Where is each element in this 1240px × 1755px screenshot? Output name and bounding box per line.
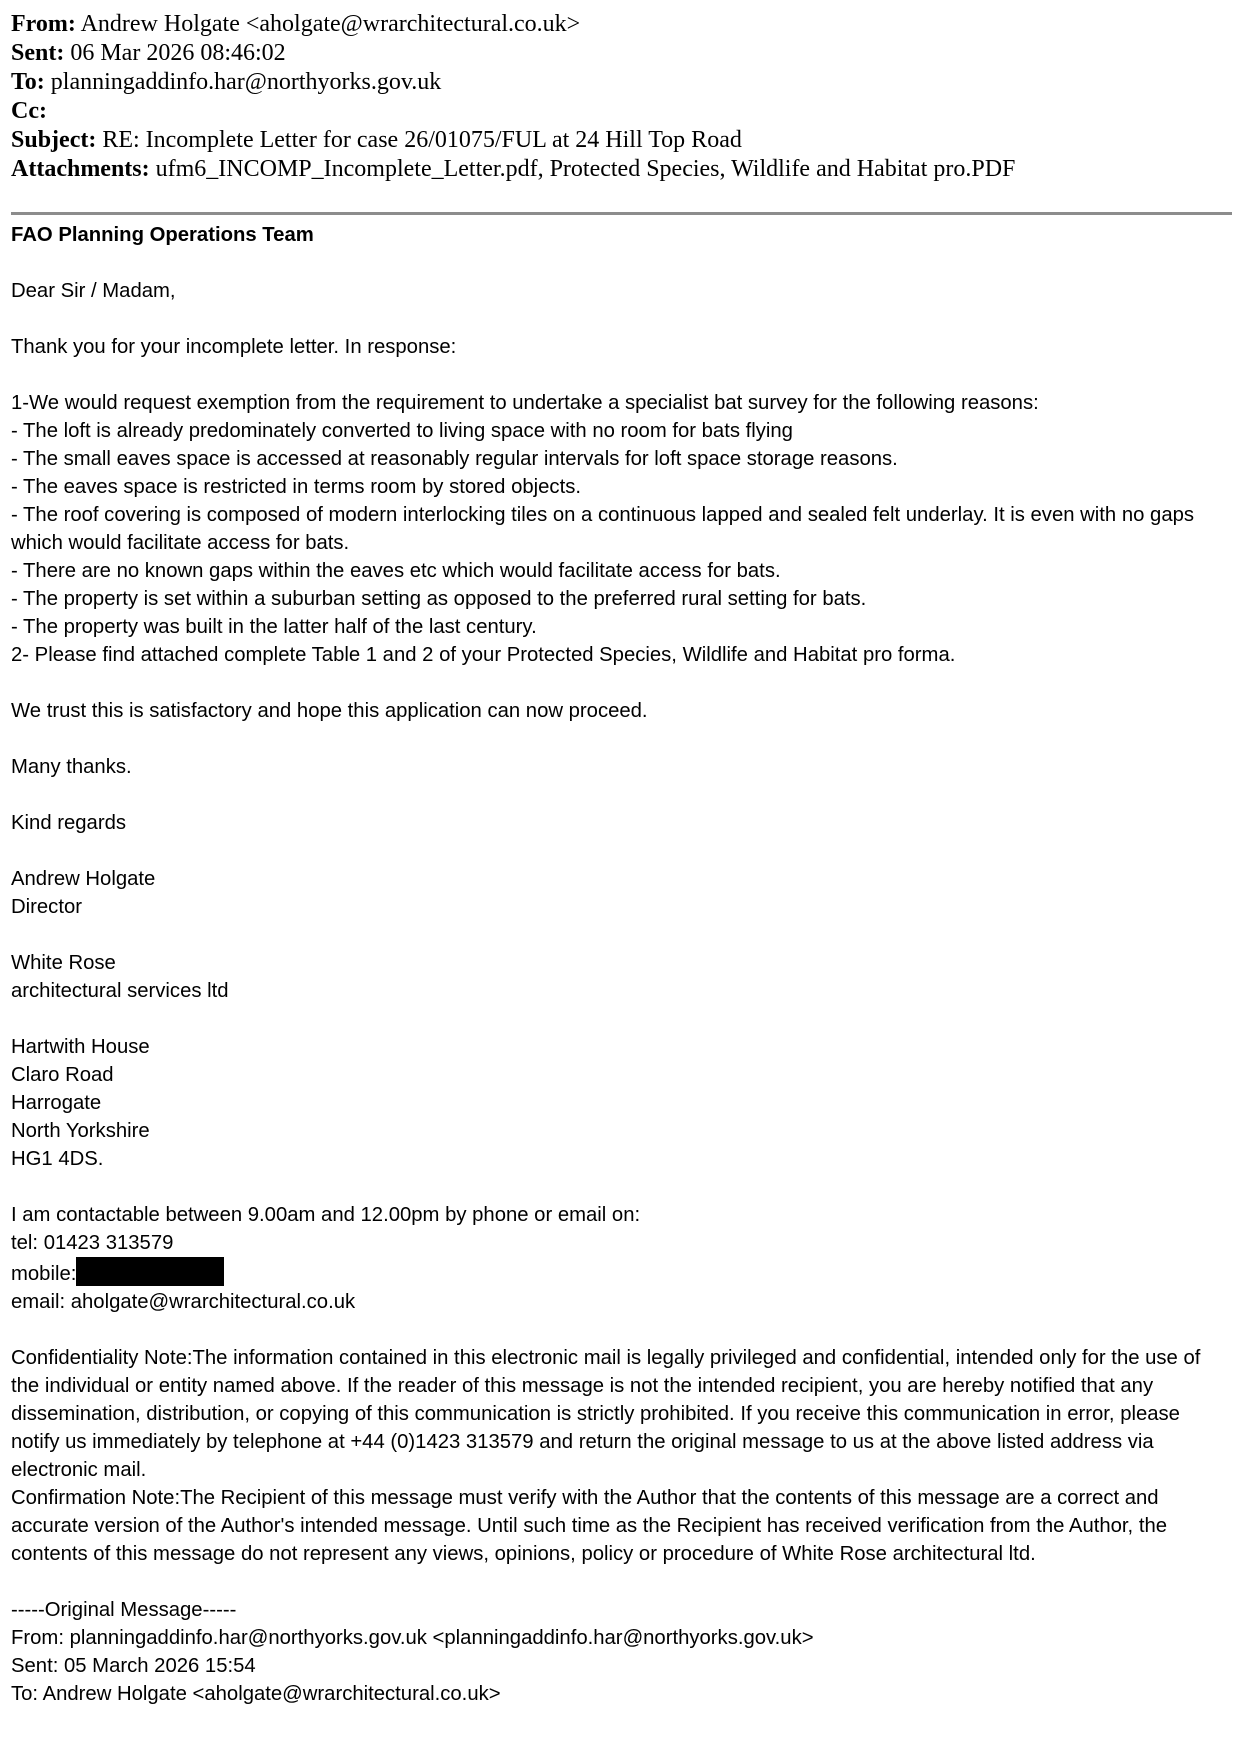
header-attachments xyxy=(11,155,1233,184)
spacer xyxy=(11,1173,1221,1201)
point-2: 2- Please find attached complete Table 1 and 2 of your Protected Species, Wildlife and Habitat pro forma. xyxy=(11,644,956,666)
address-line: Claro Road xyxy=(11,1064,114,1086)
attachments-label: Attachments: xyxy=(11,156,150,182)
address-line: Harrogate xyxy=(11,1092,102,1114)
spacer xyxy=(11,361,1221,389)
mobile-line xyxy=(11,1257,1221,1288)
address-line: Hartwith House xyxy=(11,1036,150,1058)
from-label: From: xyxy=(11,11,76,37)
header-to xyxy=(11,68,1233,97)
reason-item: - The loft is already predominately converted to living space with no room for bats flying xyxy=(11,420,793,442)
spacer xyxy=(11,305,1221,333)
company-name-cont: architectural services ltd xyxy=(11,980,229,1002)
reason-item: - The property was built in the latter half of the last century. xyxy=(11,616,537,638)
address-line: North Yorkshire xyxy=(11,1120,150,1142)
to-value: planningaddinfo.har@northyorks.gov.uk xyxy=(50,69,442,95)
reason-item: - There are no known gaps within the eaves etc which would facilitate access for bats. xyxy=(11,560,781,582)
company-name: White Rose xyxy=(11,952,116,974)
original-from: From: planningaddinfo.har@northyorks.gov.uk <planningaddinfo.har@northyorks.gov.uk> xyxy=(11,1627,814,1649)
regards-line: Kind regards xyxy=(11,812,126,834)
reason-item: - The roof covering is composed of modern interlocking tiles on a continuous lapped and sealed felt underlay. It is even with no gaps which would facilitate access for bats. xyxy=(11,504,1200,554)
trust-line: We trust this is satisfactory and hope this application can now proceed. xyxy=(11,700,648,722)
signature-name: Andrew Holgate xyxy=(11,868,156,890)
sent-value: 06 Mar 2026 08:46:02 xyxy=(70,40,286,66)
header-sent xyxy=(11,39,1233,68)
spacer xyxy=(11,837,1221,865)
reason-item: - The eaves space is restricted in terms room by stored objects. xyxy=(11,476,581,498)
spacer xyxy=(11,1316,1221,1344)
spacer xyxy=(11,249,1221,277)
email-body xyxy=(11,215,1221,1708)
confirmation-note: Confirmation Note:The Recipient of this message must verify with the Author that the contents of this message are a correct and accurate version of the Author's intended message. Until such time as the Recipient has received verification from the Author, the contents of this message do not represent any views, opinions, policy or procedure of White Rose architectural ltd. xyxy=(11,1487,1173,1565)
email-header xyxy=(11,0,1233,184)
confidentiality-note: Confidentiality Note:The information contained in this electronic mail is legally privileged and confidential, intended only for the use of the individual or entity named above. If the reader of this message is not the intended recipient, you are hereby notified that any dissemination, distribution, or copying of this communication is strictly prohibited. If you receive this communication in error, please notify us immediately by telephone at +44 (0)1423 313579 and return the original message to us at the above listed address via electronic mail. xyxy=(11,1347,1207,1481)
to-label: To: xyxy=(11,69,45,95)
reason-item: - The small eaves space is accessed at reasonably regular intervals for loft space storage reasons. xyxy=(11,448,898,470)
original-sent: Sent: 05 March 2026 15:54 xyxy=(11,1655,256,1677)
attachments-value: ufm6_INCOMP_Incomplete_Letter.pdf, Protected Species, Wildlife and Habitat pro.PDF xyxy=(155,156,1016,182)
address-line: HG1 4DS. xyxy=(11,1148,104,1170)
email-document xyxy=(11,0,1233,1708)
spacer xyxy=(11,1568,1221,1596)
header-from xyxy=(11,10,1233,39)
fao-line: FAO Planning Operations Team xyxy=(11,224,314,246)
header-subject xyxy=(11,126,1233,155)
email-line: email: aholgate@wrarchitectural.co.uk xyxy=(11,1291,356,1313)
original-message-separator: -----Original Message----- xyxy=(11,1599,237,1621)
header-cc xyxy=(11,97,1233,126)
spacer xyxy=(11,921,1221,949)
subject-value: RE: Incomplete Letter for case 26/01075/FUL at 24 Hill Top Road xyxy=(102,127,742,153)
redacted-mobile-number xyxy=(76,1257,224,1286)
reason-item: - The property is set within a suburban setting as opposed to the preferred rural setting for bats. xyxy=(11,588,867,610)
original-to: To: Andrew Holgate <aholgate@wrarchitectural.co.uk> xyxy=(11,1683,501,1705)
greeting: Dear Sir / Madam, xyxy=(11,280,176,302)
from-value: Andrew Holgate <aholgate@wrarchitectural.co.uk> xyxy=(80,11,581,37)
spacer xyxy=(11,781,1221,809)
sent-label: Sent: xyxy=(11,40,65,66)
signature-title: Director xyxy=(11,896,82,918)
subject-label: Subject: xyxy=(11,127,97,153)
cc-label: Cc: xyxy=(11,98,47,124)
intro: Thank you for your incomplete letter. In response: xyxy=(11,336,457,358)
tel-line: tel: 01423 313579 xyxy=(11,1232,174,1254)
thanks-line: Many thanks. xyxy=(11,756,132,778)
mobile-label: mobile: xyxy=(11,1263,77,1285)
spacer xyxy=(11,669,1221,697)
spacer xyxy=(11,1005,1221,1033)
contact-intro: I am contactable between 9.00am and 12.00pm by phone or email on: xyxy=(11,1204,641,1226)
spacer xyxy=(11,725,1221,753)
point-1: 1-We would request exemption from the requirement to undertake a specialist bat survey for the following reasons: xyxy=(11,392,1039,414)
